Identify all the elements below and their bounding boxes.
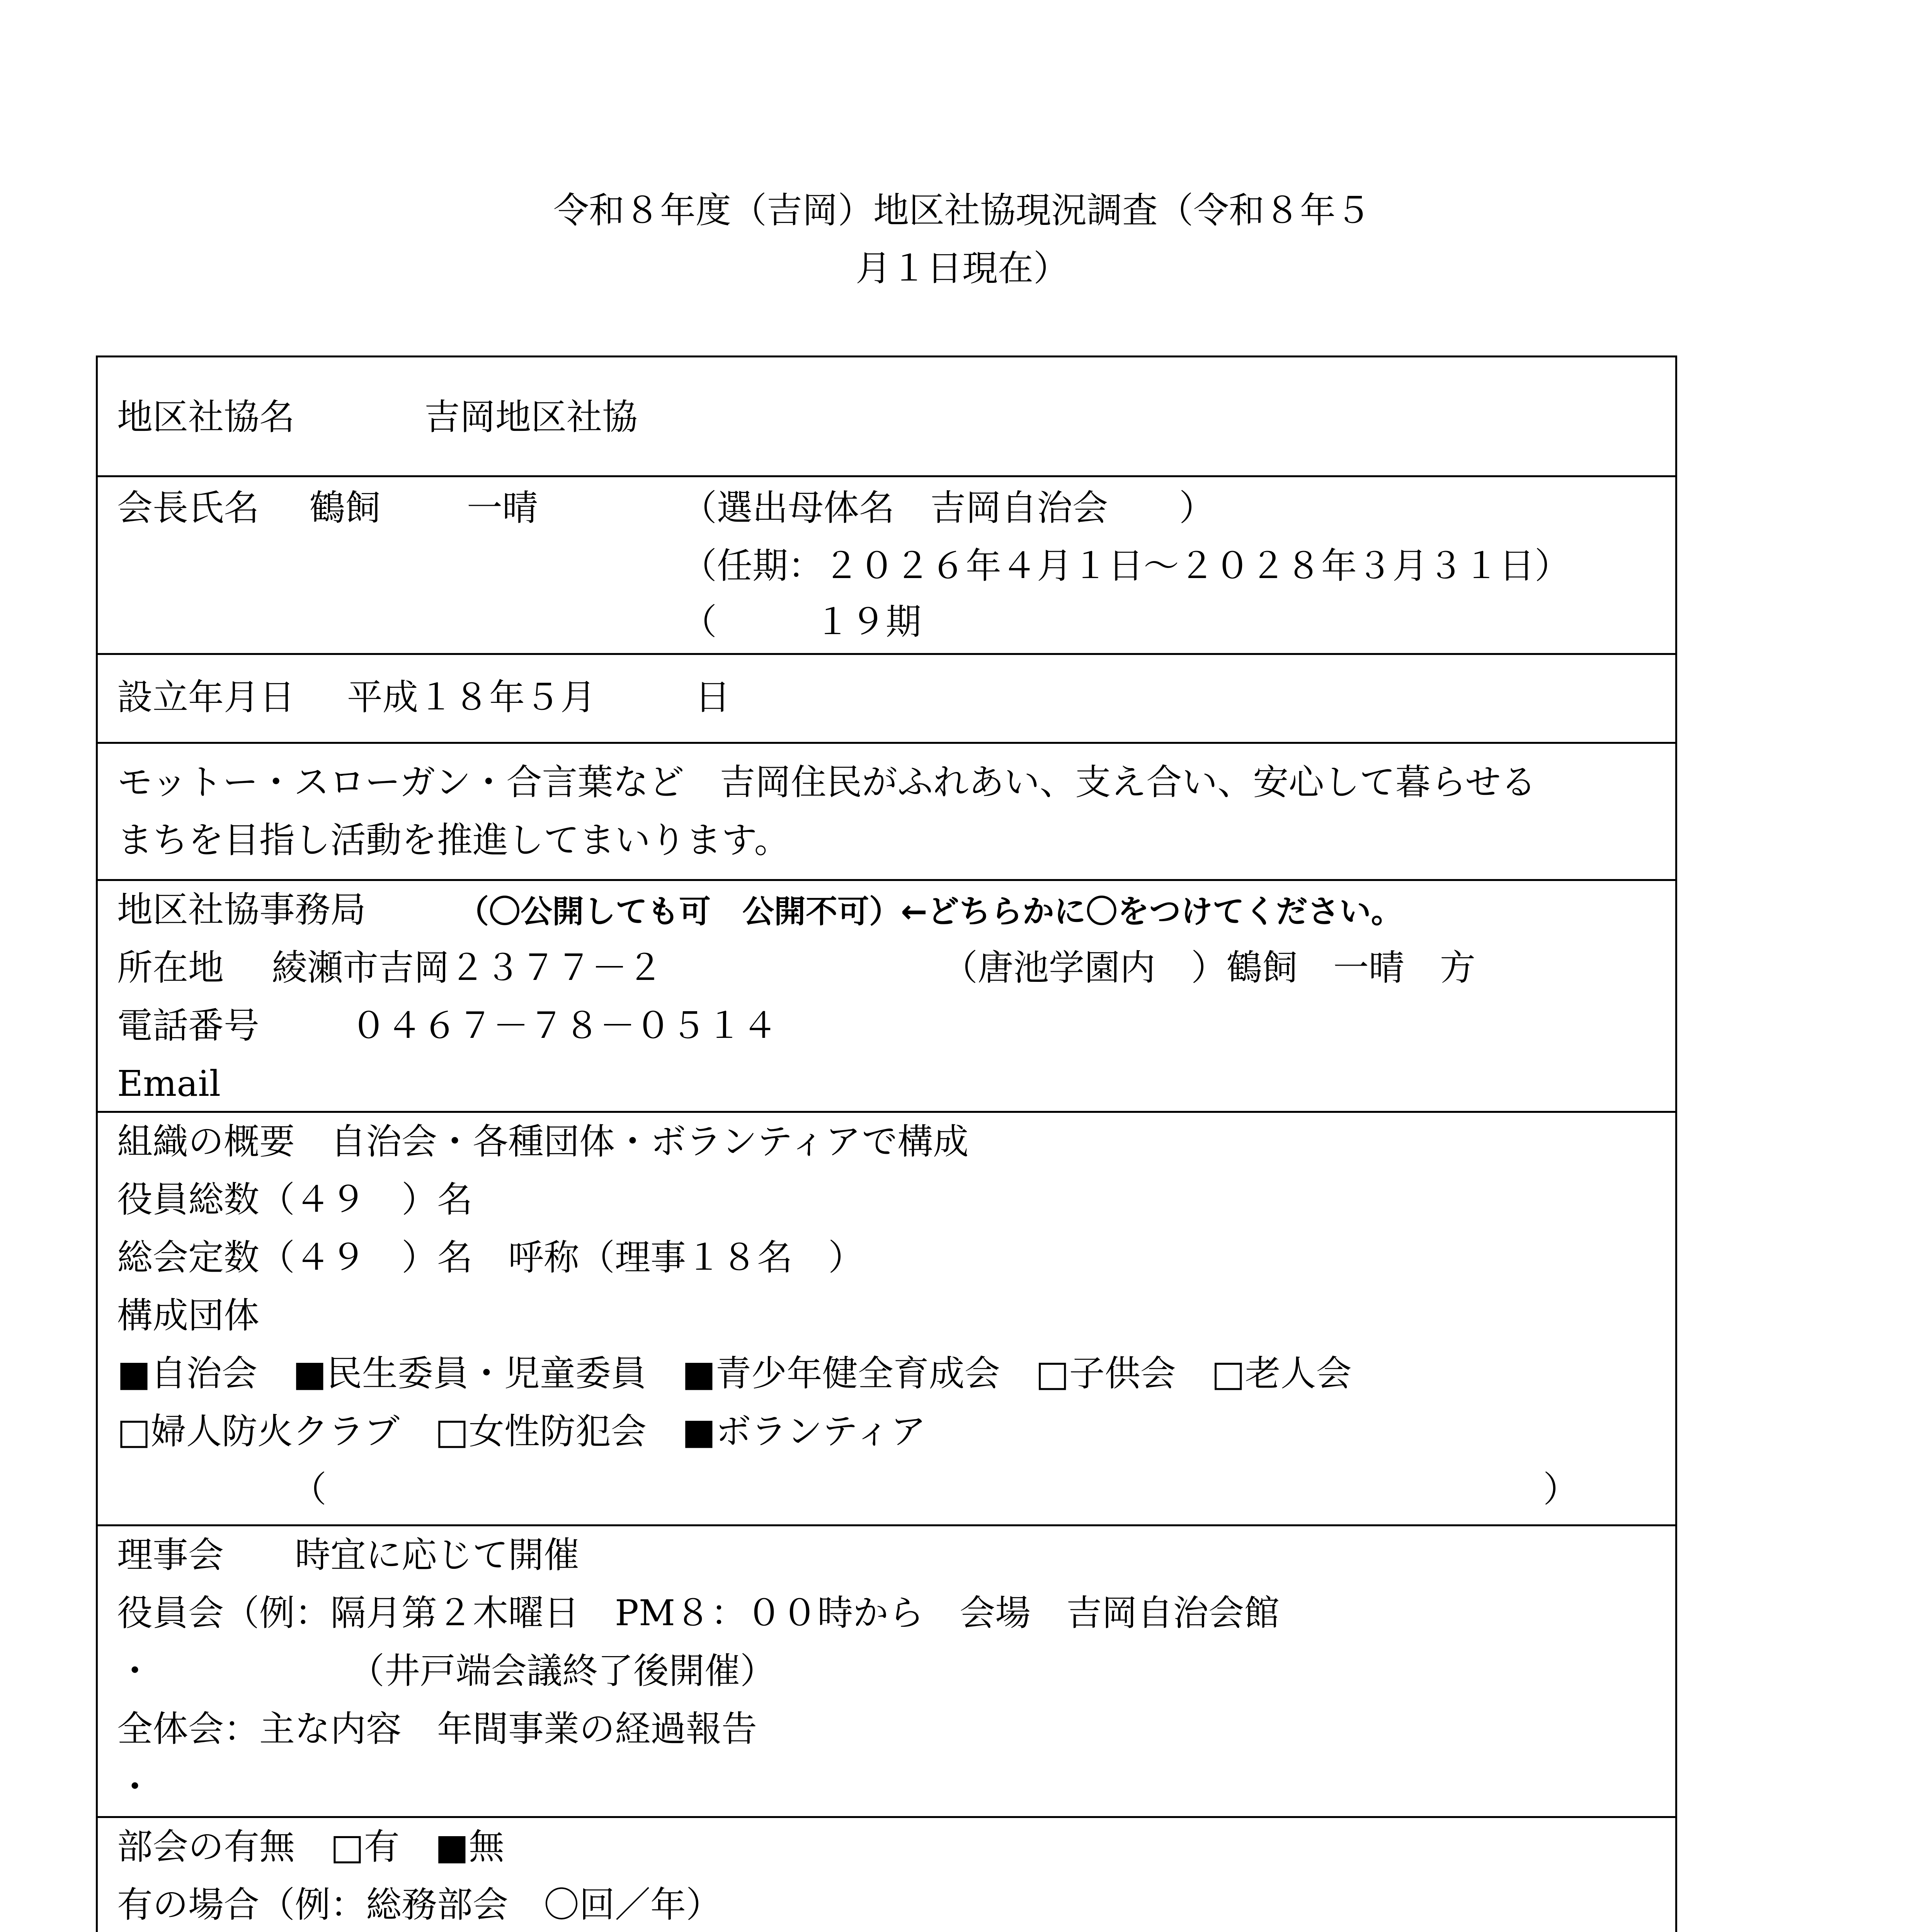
subcommittee-row <box>98 1816 1675 1932</box>
founded-value[interactable]: 平成１８年５月 <box>347 677 596 718</box>
phone-value[interactable]: ０４６７－７８－０５１４ <box>351 1005 778 1046</box>
officer-count[interactable]: 役員総数（４９ ）名 <box>117 1179 473 1220</box>
survey-form <box>96 355 1677 1932</box>
chair-label: 会長氏名 <box>117 487 260 529</box>
bullet-2: ・ <box>117 1766 153 1808</box>
chair-term[interactable]: （任期：２０２６年４月１日～２０２８年３月３１日） <box>681 545 1571 587</box>
officers-meeting[interactable]: 役員会（例：隔月第２木曜日 PM８：００時から 会場 吉岡自治会館 <box>117 1592 1280 1634</box>
chair-electing-body[interactable]: （選出母体名 吉岡自治会 ） <box>681 487 1215 529</box>
chair-surname[interactable]: 鶴飼 <box>310 487 381 529</box>
chair-row <box>98 475 1675 653</box>
bullet-1: ・ <box>117 1650 153 1692</box>
motto-line-2[interactable]: まちを目指し活動を推進してまいります。 <box>117 820 790 861</box>
chair-period-open: （ <box>681 601 717 643</box>
founded-day[interactable]: 日 <box>695 677 731 718</box>
email-label: Email <box>117 1063 221 1104</box>
groups-label: 構成団体 <box>117 1295 260 1336</box>
title-line-1: 令和８年度（吉岡）地区社協現況調査（令和８年５ <box>553 190 1371 231</box>
groups-checklist-1[interactable]: ■自治会 ■民生委員・児童委員 ■青少年健全育成会 □子供会 □老人会 <box>117 1353 1352 1394</box>
title-line-2: 月１日現在） <box>855 248 1069 289</box>
officers-meeting-note[interactable]: （井戸端会議終了後開催） <box>349 1650 776 1692</box>
meetings-row <box>98 1524 1675 1816</box>
board-meeting[interactable]: 理事会 時宜に応じて開催 <box>117 1534 580 1576</box>
office-row <box>98 879 1675 1111</box>
general-meeting[interactable]: 全体会：主な内容 年間事業の経過報告 <box>117 1708 757 1750</box>
district-label: 地区社協名 <box>117 396 295 438</box>
district-row <box>98 357 1675 475</box>
address-note[interactable]: （唐池学園内 ）鶴飼 一晴 方 <box>942 947 1476 988</box>
assembly-count[interactable]: 総会定数（４９ ）名 呼称（理事１８名 ） <box>117 1237 864 1278</box>
organization-row <box>98 1111 1675 1524</box>
phone-label: 電話番号 <box>117 1005 260 1046</box>
other-group-close: ） <box>1543 1469 1579 1510</box>
groups-checklist-2[interactable]: □婦人防火クラブ □女性防犯会 ■ボランティア <box>117 1411 926 1452</box>
subcommittee-example: 有の場合（例：総務部会 〇回／年） <box>117 1884 722 1925</box>
chair-given-name[interactable]: 一晴 <box>467 487 538 529</box>
founded-row <box>98 653 1675 742</box>
motto-line-1[interactable]: モットー・スローガン・合言葉など 吉岡住民がふれあい、支え合い、安心して暮らせる <box>117 762 1537 803</box>
motto-row <box>98 742 1675 879</box>
organization-overview[interactable]: 組織の概要 自治会・各種団体・ボランティアで構成 <box>117 1121 969 1162</box>
address-value[interactable]: 綾瀬市吉岡２３７７－２ <box>272 947 663 988</box>
subcommittee-presence[interactable]: 部会の有無 □有 ■無 <box>117 1826 504 1867</box>
district-value[interactable]: 吉岡地区社協 <box>424 396 638 438</box>
founded-label: 設立年月日 <box>117 677 295 718</box>
document-title <box>479 182 1445 298</box>
address-label: 所在地 <box>117 947 224 988</box>
other-group-open: （ <box>291 1469 327 1510</box>
disclosure-notice[interactable]: （〇公開しても可 公開不可）←どちらかに〇をつけてください。 <box>457 893 1403 930</box>
office-label: 地区社協事務局 <box>117 889 366 930</box>
chair-period[interactable]: １９期 <box>815 601 922 643</box>
